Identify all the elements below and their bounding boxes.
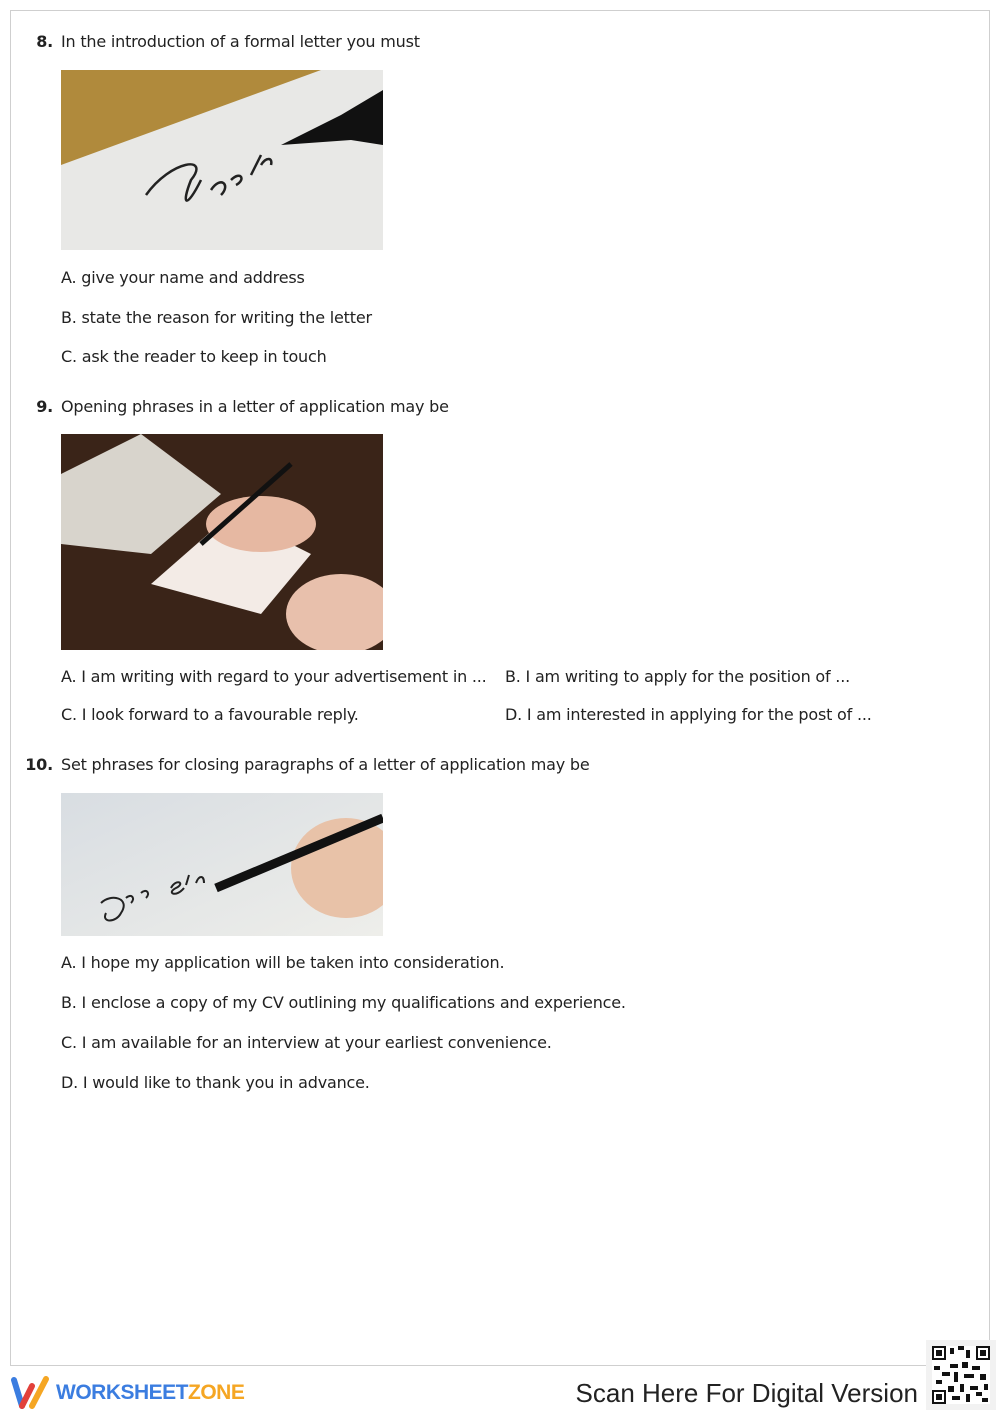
question-10-image	[61, 793, 383, 936]
question-10	[25, 755, 590, 774]
qr-code[interactable]	[926, 1340, 996, 1410]
logo-w-icon	[10, 1376, 50, 1410]
option: A. I am writing with regard to your advertisement in ...	[61, 667, 487, 686]
question-text: In the introduction of a formal letter you must	[61, 32, 420, 51]
option: D. I would like to thank you in advance.	[61, 1073, 370, 1092]
option: A. I hope my application will be taken into consideration.	[61, 953, 505, 972]
question-9-image	[61, 434, 383, 650]
option: C. I look forward to a favourable reply.	[61, 705, 359, 724]
question-text: Set phrases for closing paragraphs of a letter of application may be	[61, 755, 590, 774]
brand-name-part1: WORKSHEET	[56, 1381, 188, 1404]
question-8-image	[61, 70, 383, 250]
scan-text: Scan Here For Digital Version	[575, 1378, 918, 1408]
question-number: 8.	[36, 32, 53, 51]
brand-name-part2: ZONE	[188, 1381, 245, 1404]
question-9	[36, 397, 449, 416]
question-number: 10.	[25, 755, 53, 774]
worksheetzone-logo	[10, 1376, 244, 1410]
question-text: Opening phrases in a letter of application may be	[61, 397, 449, 416]
option: A. give your name and address	[61, 268, 305, 287]
option: C. I am available for an interview at your earliest convenience.	[61, 1033, 552, 1052]
question-number: 9.	[36, 397, 53, 416]
option: B. I enclose a copy of my CV outlining my qualifications and experience.	[61, 993, 626, 1012]
option: D. I am interested in applying for the post of ...	[505, 705, 872, 724]
option: C. ask the reader to keep in touch	[61, 347, 327, 366]
option: B. state the reason for writing the letter	[61, 308, 372, 327]
option: B. I am writing to apply for the position of ...	[505, 667, 850, 686]
question-8	[36, 32, 420, 51]
